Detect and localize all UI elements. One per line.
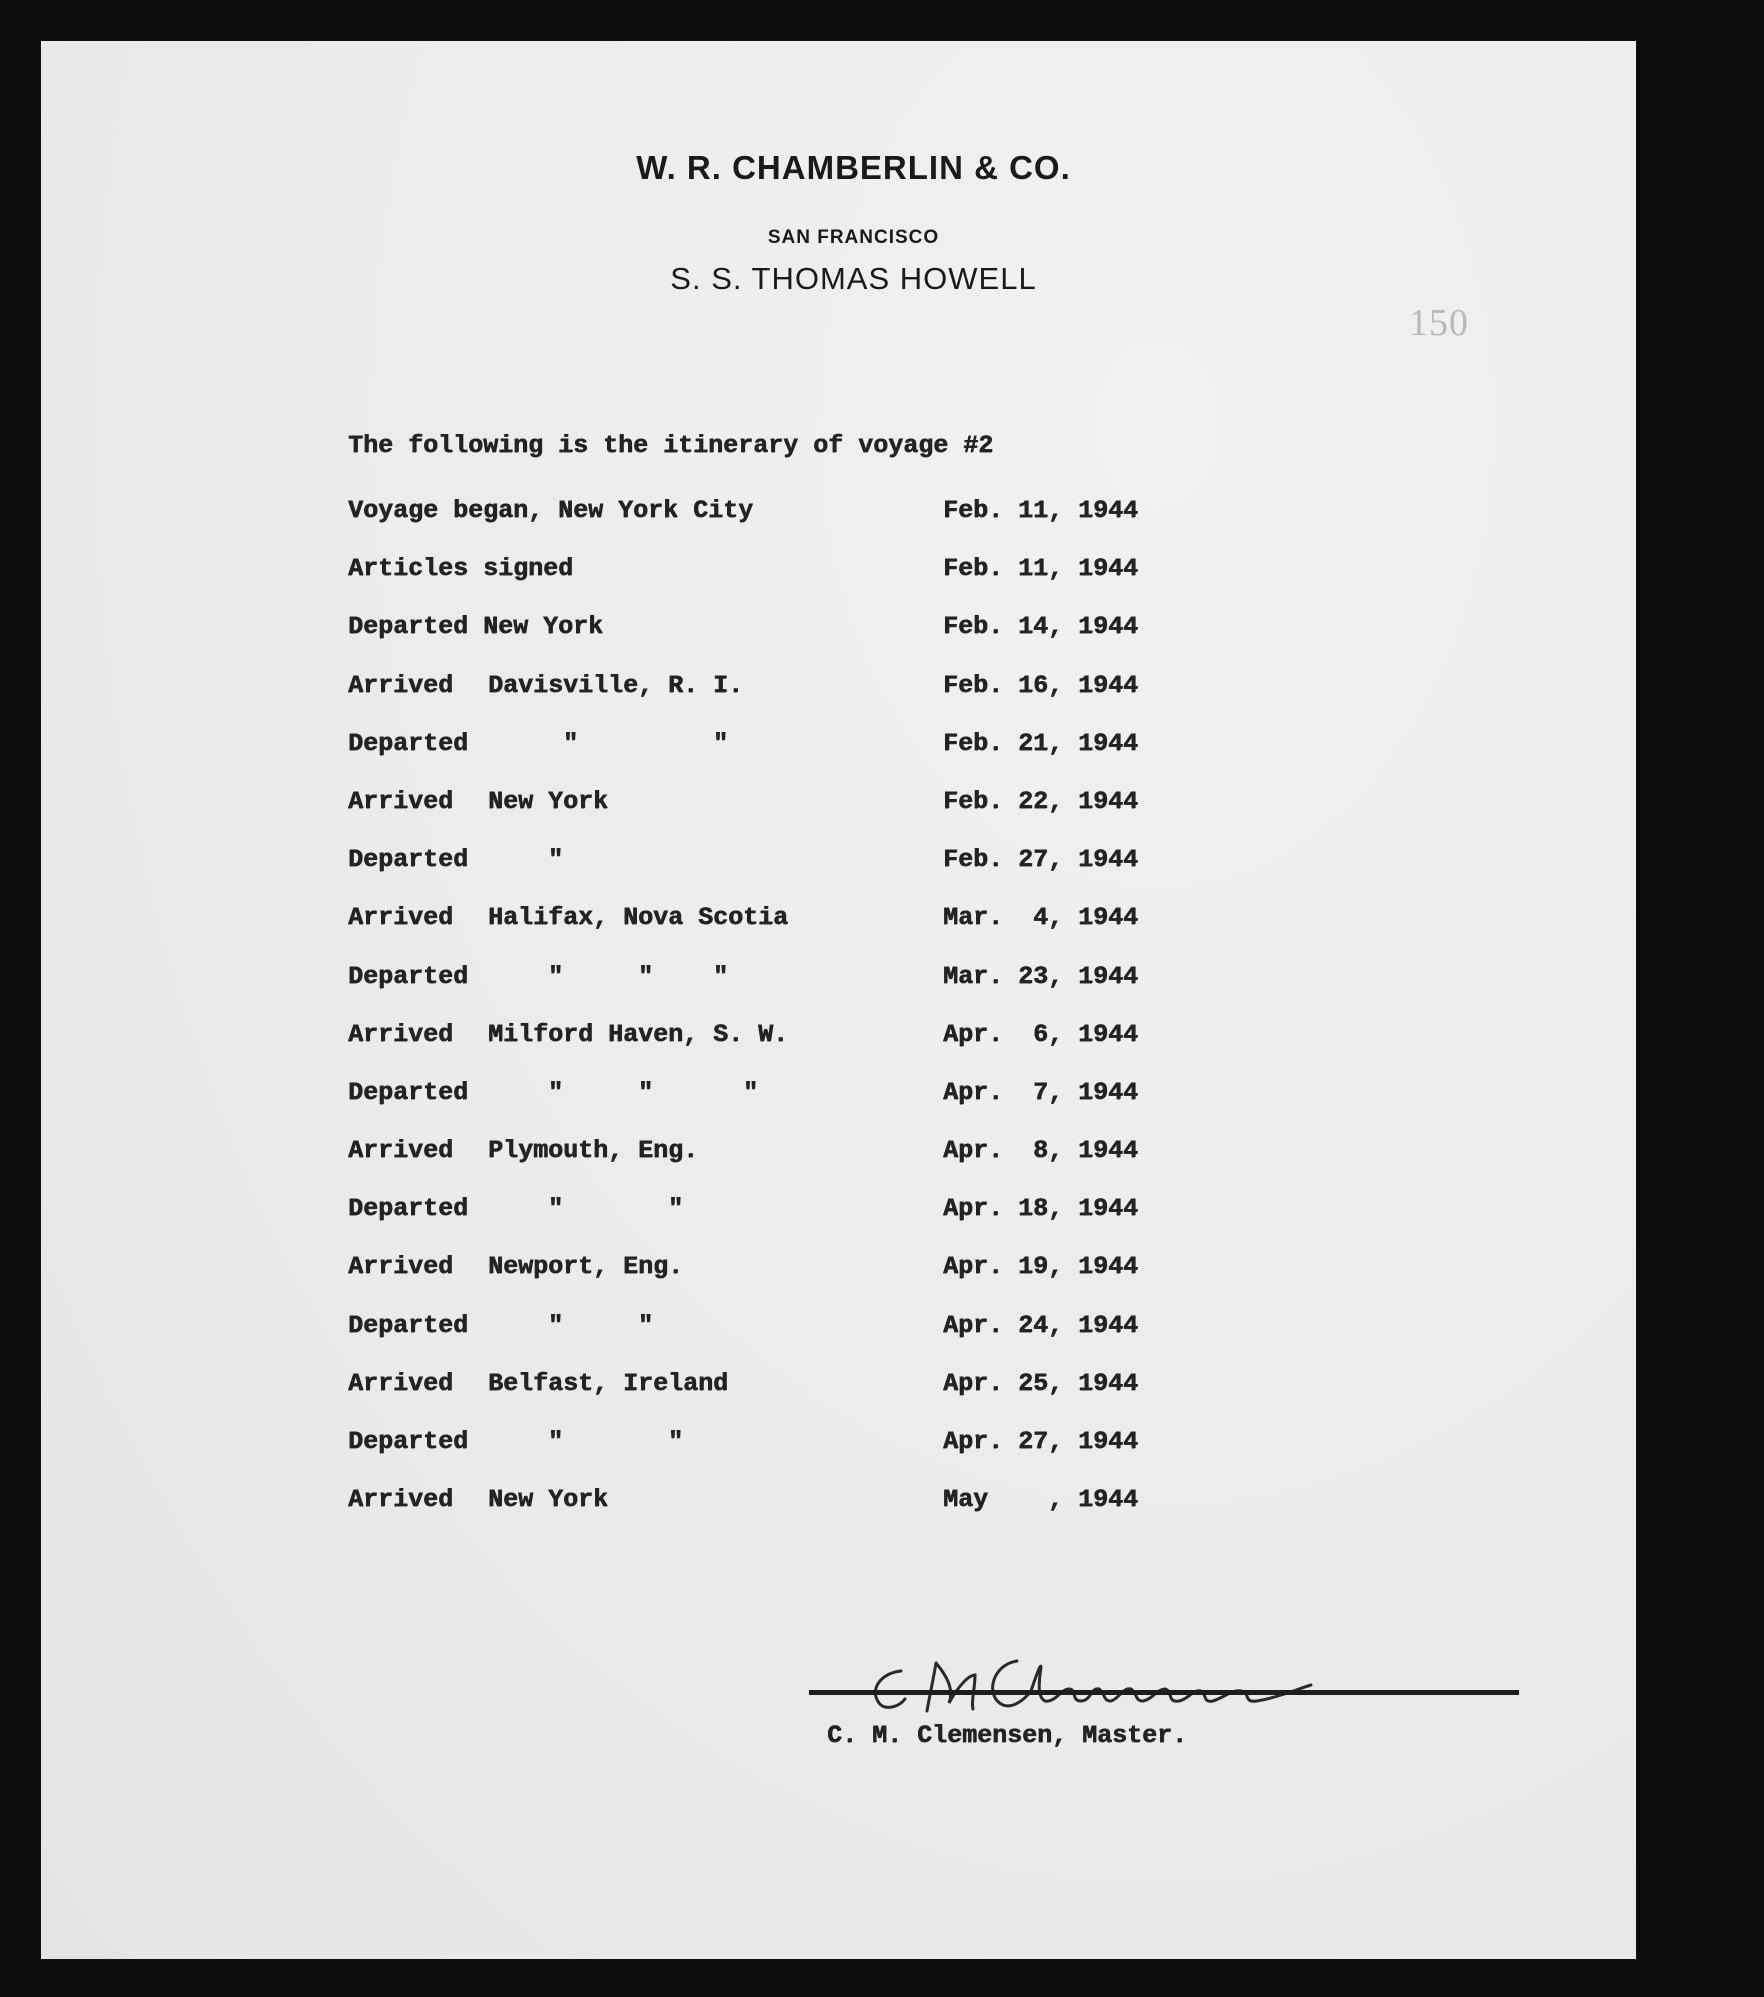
itinerary-event: Articles signed xyxy=(348,554,574,584)
itinerary-row xyxy=(348,554,1248,612)
itinerary-place: Milford Haven, S. W. xyxy=(488,1019,789,1049)
itinerary-place: New York xyxy=(488,786,609,816)
itinerary-event: Arrived xyxy=(348,903,454,933)
itinerary-row xyxy=(348,962,1248,1020)
itinerary-date: Feb. 14, 1944 xyxy=(943,612,1139,642)
itinerary-place: Davisville, R. I. xyxy=(488,670,744,700)
itinerary-date: Feb. 11, 1944 xyxy=(943,554,1139,584)
itinerary-event: Departed xyxy=(348,728,469,758)
itinerary-row xyxy=(348,1369,1248,1427)
itinerary-row xyxy=(348,612,1248,670)
itinerary-event: Departed xyxy=(348,1077,469,1107)
itinerary-row xyxy=(348,1194,1248,1252)
itinerary-place: " " xyxy=(488,1427,684,1456)
itinerary-event: Departed xyxy=(348,1310,469,1340)
itinerary-place: New York xyxy=(488,1485,609,1515)
itinerary-date: Apr. 19, 1944 xyxy=(943,1252,1139,1282)
itinerary-date: Feb. 27, 1944 xyxy=(943,845,1139,875)
itinerary-row xyxy=(348,1485,1248,1543)
itinerary-date: Apr. 24, 1944 xyxy=(943,1310,1139,1340)
itinerary-row xyxy=(348,903,1248,961)
itinerary-row xyxy=(348,1020,1248,1078)
letterhead-company: W. R. CHAMBERLIN & CO. xyxy=(636,149,1071,186)
itinerary-date: Feb. 11, 1944 xyxy=(943,496,1139,525)
itinerary-row xyxy=(348,496,1248,554)
itinerary-event: Departed xyxy=(348,1194,469,1224)
ship-name: S. S. THOMAS HOWELL xyxy=(670,261,1037,296)
itinerary-place: Halifax, Nova Scotia xyxy=(488,903,789,933)
itinerary-event: Arrived xyxy=(348,670,454,700)
letterhead-city: SAN FRANCISCO xyxy=(767,227,940,248)
itinerary-event: Arrived xyxy=(348,1368,454,1398)
itinerary-place: Plymouth, Eng. xyxy=(488,1136,699,1166)
itinerary-place: Newport, Eng. xyxy=(488,1252,684,1282)
itinerary-row xyxy=(348,1136,1248,1194)
itinerary-place: Belfast, Ireland xyxy=(488,1368,729,1398)
itinerary-event: Arrived xyxy=(348,1019,454,1049)
itinerary-place: " " xyxy=(488,728,729,758)
itinerary-date: Apr. 8, 1944 xyxy=(943,1136,1139,1166)
itinerary-date: Feb. 21, 1944 xyxy=(943,728,1139,758)
itinerary-event: Voyage began, New York City xyxy=(348,496,754,525)
itinerary-date: Mar. 23, 1944 xyxy=(943,961,1139,991)
itinerary-row xyxy=(348,1078,1248,1136)
itinerary-place: " " " xyxy=(488,961,729,991)
itinerary-date: Apr. 18, 1944 xyxy=(943,1194,1139,1224)
itinerary-intro: The following is the itinerary of voyage #2 xyxy=(348,431,994,460)
itinerary-date: Apr. 25, 1944 xyxy=(943,1368,1139,1398)
itinerary-event: Departed xyxy=(348,1427,469,1456)
itinerary-date: Apr. 6, 1944 xyxy=(943,1019,1139,1049)
itinerary-row xyxy=(348,1252,1248,1310)
itinerary-event: Arrived xyxy=(348,1252,454,1282)
itinerary-place: " " " xyxy=(488,1077,759,1107)
itinerary-row xyxy=(348,787,1248,845)
itinerary-list xyxy=(348,496,1248,1543)
itinerary-date: Feb. 22, 1944 xyxy=(943,786,1139,816)
itinerary-event: Departed xyxy=(348,961,469,991)
handwritten-signature xyxy=(841,1641,1361,1721)
itinerary-row xyxy=(348,671,1248,729)
itinerary-date: Feb. 16, 1944 xyxy=(943,670,1139,700)
signature-line xyxy=(809,1690,1519,1695)
itinerary-place: " " xyxy=(488,1310,654,1340)
itinerary-event: Arrived xyxy=(348,1485,454,1515)
itinerary-place: " " xyxy=(488,1194,684,1224)
page-number-stamp: 150 xyxy=(1409,302,1469,344)
itinerary-event: Departed New York xyxy=(348,612,604,642)
signatory-name: C. M. Clemensen, Master. xyxy=(827,1721,1188,1750)
itinerary-place: " xyxy=(488,845,564,875)
itinerary-row xyxy=(348,1311,1248,1369)
itinerary-event: Arrived xyxy=(348,786,454,816)
itinerary-row xyxy=(348,1427,1248,1485)
itinerary-date: Apr. 7, 1944 xyxy=(943,1077,1139,1107)
itinerary-row xyxy=(348,729,1248,787)
itinerary-date: May , 1944 xyxy=(943,1485,1139,1515)
itinerary-event: Arrived xyxy=(348,1136,454,1166)
document-page xyxy=(41,41,1636,1959)
itinerary-date: Apr. 27, 1944 xyxy=(943,1427,1139,1456)
itinerary-row xyxy=(348,845,1248,903)
itinerary-event: Departed xyxy=(348,845,469,875)
itinerary-date: Mar. 4, 1944 xyxy=(943,903,1139,933)
